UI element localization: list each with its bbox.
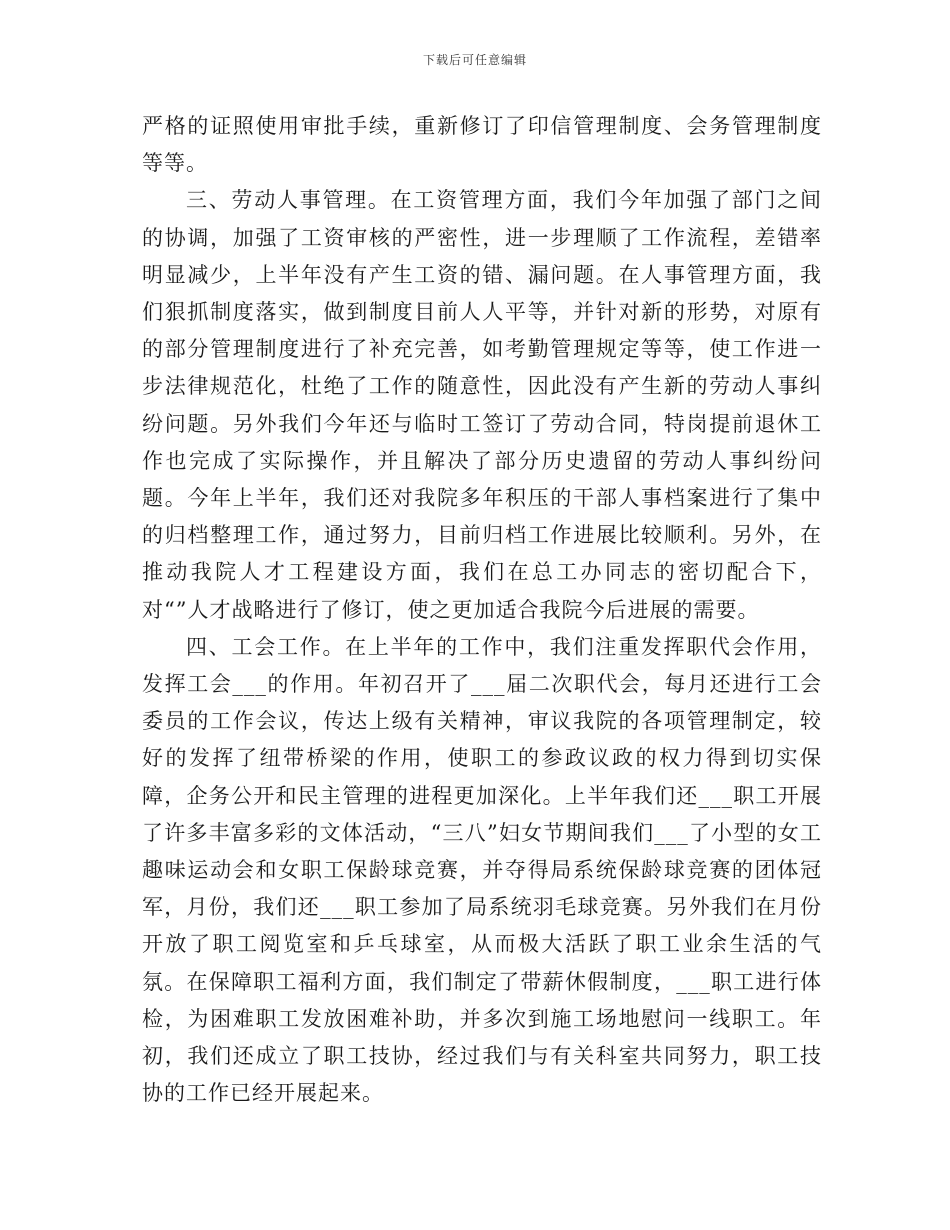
paragraph-union-work: 四、工会工作。在上半年的工作中，我们注重发挥职代会作用，发挥工会___的作用。年初召开了___届二次职代会，每月还进行工会委员的工作会议，传达上级有关精神，审议我院的各项管理制定，较好的发挥了纽带桥梁的作用，使职工的参政议政的权力得到切实保障，企务公开和民主管理的进程更加深化。上半年我们还___职工开展了许多丰富多彩的文体活动，“三八”妇女节期间我们___了小型的女工趣味运动会和女职工保龄球竞赛，并夺得局系统保龄球竞赛的团体冠军，月份，我们还___职工参加了局系统羽毛球竞赛。另外我们在月份开放了职工阅览室和乒乓球室，从而极大活跃了职工业余生活的气氛。在保障职工福利方面，我们制定了带薪休假制度，___职工进行体检，为困难职工发放困难补助，并多次到施工场地慰问一线职工。年初，我们还成立了职工技协，经过我们与有关科室共同努力，职工技协的工作已经开展起来。 [142, 634, 822, 1106]
page-header: 下载后可任意编辑 [422, 53, 527, 67]
paragraph-continuation: 严格的证照使用审批手续，重新修订了印信管理制度、会务管理制度等等。 [142, 114, 822, 176]
document-body [142, 108, 822, 1112]
paragraph-labor-personnel: 三、劳动人事管理。在工资管理方面，我们今年加强了部门之间的协调，加强了工资审核的严密性，进一步理顺了工作流程，差错率明显减少，上半年没有产生工资的错、漏问题。在人事管理方面，我们狠抓制度落实，做到制度目前人人平等，并针对新的形势，对原有的部分管理制度进行了补充完善，如考勤管理规定等等，使工作进一步法律规范化，杜绝了工作的随意性，因此没有产生新的劳动人事纠纷问题。另外我们今年还与临时工签订了劳动合同，特岗提前退休工作也完成了实际操作，并且解决了部分历史遗留的劳动人事纠纷问题。今年上半年，我们还对我院多年积压的干部人事档案进行了集中的归档整理工作，通过努力，目前归档工作进展比较顺利。另外，在推动我院人才工程建设方面，我们在总工办同志的密切配合下，对“”人才战略进行了修订，使之更加适合我院今后进展的需要。 [142, 188, 822, 622]
